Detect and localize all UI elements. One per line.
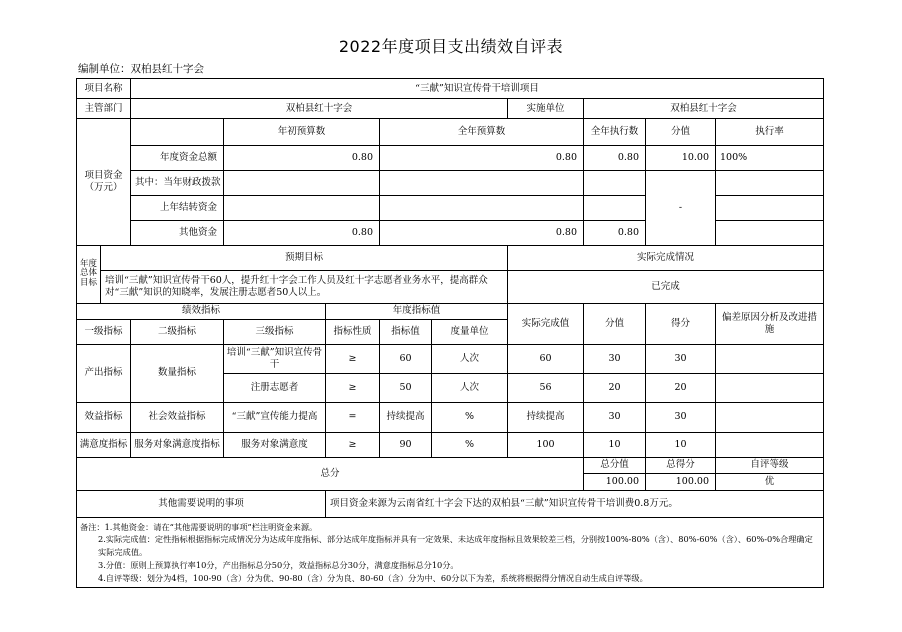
level3-cell: 服务对象满意度 [224,432,326,457]
service-satisfaction-label: 服务对象满意度指标 [131,432,224,457]
annual-value-header: 年度指标值 [326,303,508,319]
value-cell: 60 [380,344,432,373]
value-cell: 50 [380,373,432,402]
table-row [77,432,824,457]
funds-header-initial: 年初预算数 [224,119,380,146]
dept-label: 主管部门 [77,99,131,119]
funds-rate [716,195,824,220]
output-indicator-label: 产出指标 [77,344,131,402]
score-header: 得分 [646,303,716,344]
score-cell: 10 [646,432,716,457]
funds-score-value: 10.00 [646,145,716,170]
funds-row-label: 上年结转资金 [131,195,224,220]
funds-row-label: 其中：当年财政拨款 [131,170,224,195]
level1-header: 一级指标 [77,319,131,344]
impl-label: 实施单位 [508,99,584,119]
deviation-cell [716,402,824,432]
funds-executed [584,170,646,195]
perf-indicators-header: 绩效指标 [77,303,326,319]
actual-completion-text: 已完成 [508,270,824,303]
deviation-cell [716,344,824,373]
social-benefit-label: 社会效益指标 [131,402,224,432]
actual-cell: 持续提高 [508,402,584,432]
actual-completion-header: 实际完成情况 [508,245,824,270]
grade-header: 自评等级 [716,457,824,473]
nature-cell: = [326,402,380,432]
nature-header: 指标性质 [326,319,380,344]
funds-header-annual: 全年预算数 [380,119,584,146]
compiling-unit: 编制单位：双柏县红十字会 [78,63,204,75]
note-line-1: 备注：1.其他资金：请在“其他需要说明的事项”栏注明资金来源。 [80,521,318,532]
actual-cell: 56 [508,373,584,402]
annual-goal-label: 年度总体目标 [77,245,101,303]
funds-annual: 0.80 [380,145,584,170]
nature-cell: ≥ [326,344,380,373]
dept-value: 双柏县红十字会 [131,99,508,119]
funds-rate [716,170,824,195]
total-score: 100.00 [646,473,716,490]
funds-header-blank [131,119,224,146]
level3-header: 三级指标 [224,319,326,344]
funds-rate [716,220,824,245]
project-name-label: 项目名称 [77,79,131,99]
satisfaction-indicator-label: 满意度指标 [77,432,131,457]
deviation-cell [716,432,824,457]
actual-cell: 60 [508,344,584,373]
note-line-4: 4.自评等级：划分为4档，100-90（含）分为优、90-80（含）分为良、80-60（含）分为中、60分以下为差，系统将根据得分情况自动生成自评等级。 [98,572,648,583]
level3-cell: 培训“三献”知识宣传骨干 [224,344,326,373]
nature-cell: ≥ [326,432,380,457]
funds-annual [380,170,584,195]
funds-annual: 0.80 [380,220,584,245]
note-line-2: 2.实际完成值：定性指标根据指标完成情况分为达成年度指标、部分达成年度指标并具有一定效果、未达成年度指标且效果较差三档，分别按100%-80%（含）、80%-60%（含）、60%-0%合理确定实际完成值。 [98,534,813,558]
level2-header: 二级指标 [131,319,224,344]
funds-rate: 100% [716,145,824,170]
actual-value-header: 实际完成值 [508,303,584,344]
actual-cell: 100 [508,432,584,457]
funds-initial [224,195,380,220]
score-value-cell: 20 [584,373,646,402]
funds-header-rate: 执行率 [716,119,824,146]
funds-initial: 0.80 [224,145,380,170]
deviation-header: 偏差原因分析及改进措施 [716,303,824,344]
score-value-cell: 30 [584,402,646,432]
grade-value: 优 [716,473,824,490]
funds-executed: 0.80 [584,220,646,245]
funds-section-label: 项目资金 （万元） [77,119,131,246]
other-items-text: 项目资金来源为云南省红十字会下达的双柏县“三献”知识宣传骨干培训费0.8万元。 [326,490,824,517]
table-row [77,402,824,432]
score-value-cell: 30 [584,344,646,373]
value-cell: 90 [380,432,432,457]
level3-cell: “三献”宣传能力提高 [224,402,326,432]
unit-cell: % [432,432,508,457]
value-cell: 持续提高 [380,402,432,432]
unit-cell: 人次 [432,373,508,402]
unit-cell: 人次 [432,344,508,373]
impl-value: 双柏县红十字会 [584,99,824,119]
total-score-value: 100.00 [584,473,646,490]
unit-header: 度量单位 [432,319,508,344]
other-items-label: 其他需要说明的事项 [77,490,326,517]
table-row [77,344,824,373]
funds-row-label: 年度资金总额 [131,145,224,170]
funds-initial: 0.80 [224,220,380,245]
project-name-value: “三献”知识宣传骨干培训项目 [131,79,824,99]
page-title: 2022年度项目支出绩效自评表 [338,37,564,56]
funds-initial [224,170,380,195]
funds-annual [380,195,584,220]
value-header: 指标值 [380,319,432,344]
score-value-cell: 10 [584,432,646,457]
funds-header-executed: 全年执行数 [584,119,646,146]
self-evaluation-table [76,78,824,588]
expected-goal-header: 预期目标 [101,245,508,270]
expected-goal-text: 培训“三献”知识宣传骨干60人，提升红十字会工作人员及红十字志愿者业务水平，提高群众对“三献”知识的知晓率，发展注册志愿者50人以上。 [101,270,508,303]
total-label: 总分 [77,457,584,490]
nature-cell: ≥ [326,373,380,402]
funds-header-score-value: 分值 [646,119,716,146]
notes-block [77,517,824,588]
total-score-header: 总得分 [646,457,716,473]
funds-row-label: 其他资金 [131,220,224,245]
funds-executed: 0.80 [584,145,646,170]
level3-cell: 注册志愿者 [224,373,326,402]
funds-score-value-dash: - [646,170,716,245]
note-line-3: 3.分值：原则上预算执行率10分，产出指标总分50分，效益指标总分30分，满意度指标总分10分。 [98,559,459,570]
score-cell: 30 [646,344,716,373]
unit-cell: % [432,402,508,432]
score-value-header: 分值 [584,303,646,344]
deviation-cell [716,373,824,402]
score-cell: 20 [646,373,716,402]
benefit-indicator-label: 效益指标 [77,402,131,432]
funds-executed [584,195,646,220]
quantity-indicator-label: 数量指标 [131,344,224,402]
score-cell: 30 [646,402,716,432]
total-score-value-header: 总分值 [584,457,646,473]
